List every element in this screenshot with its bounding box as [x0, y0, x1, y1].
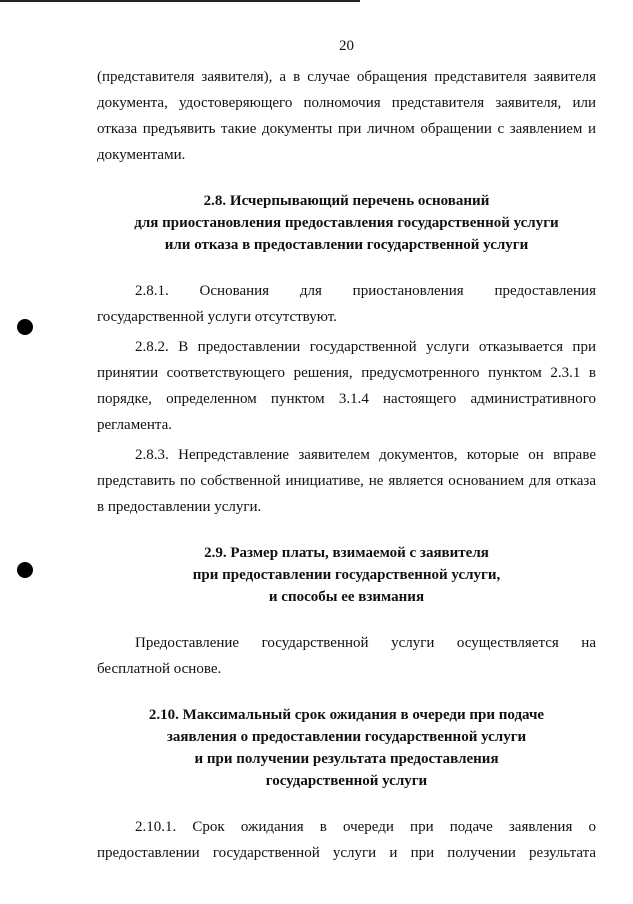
heading-line: заявления о предоставлении государственной услуги — [166, 729, 527, 745]
paragraph-2-8-3: 2.8.3. Непредставление заявителем документов, которые он вправе представить по собственной инициативе, не является основанием для отказа в предоставлении услуги. — [97, 447, 596, 515]
section-2-8-heading — [97, 190, 596, 256]
paragraph-2-8-2: 2.8.2. В предоставлении государственной услуги отказывается при принятии соответствующего решения, предусмотренного пунктом 2.3.1 в порядке, определенном пунктом 3.1.4 настоящего административного регламента. — [97, 339, 596, 433]
heading-line: и при получении результата предоставления — [194, 751, 499, 767]
page-number: 20 — [339, 38, 354, 54]
heading-line: при предоставлении государственной услуги, — [192, 567, 501, 583]
heading-line: 2.10. Максимальный срок ожидания в очереди при подаче — [148, 707, 545, 723]
punch-hole-mark — [17, 562, 33, 578]
heading-line: и способы ее взимания — [268, 589, 425, 605]
section-2-10-heading — [97, 704, 596, 792]
heading-line: 2.8. Исчерпывающий перечень оснований — [203, 193, 490, 209]
intro-paragraph: (представителя заявителя), а в случае обращения представителя заявителя документа, удостоверяющего полномочия представителя заявителя, или отказа предъявить такие документы при личном обращении с заявлением и документами. — [97, 69, 596, 163]
paragraph-2-9-1: Предоставление государственной услуги осуществляется на бесплатной основе. — [97, 635, 596, 677]
paragraph-2-10-1: 2.10.1. Срок ожидания в очереди при подаче заявления о предоставлении государственной услуги и при получении результата — [97, 819, 596, 861]
section-2-9-heading — [97, 542, 596, 608]
heading-line: государственной услуги — [265, 773, 428, 789]
heading-line: для приостановления предоставления государственной услуги — [134, 215, 559, 231]
paragraph-2-8-1: 2.8.1. Основания для приостановления предоставления государственной услуги отсутствуют. — [97, 283, 596, 325]
heading-line: 2.9. Размер платы, взимаемой с заявителя — [204, 545, 489, 561]
heading-line: или отказа в предоставлении государственной услуги — [164, 237, 529, 253]
document-page — [97, 34, 596, 866]
top-scan-rule — [0, 0, 360, 2]
punch-hole-mark — [17, 319, 33, 335]
